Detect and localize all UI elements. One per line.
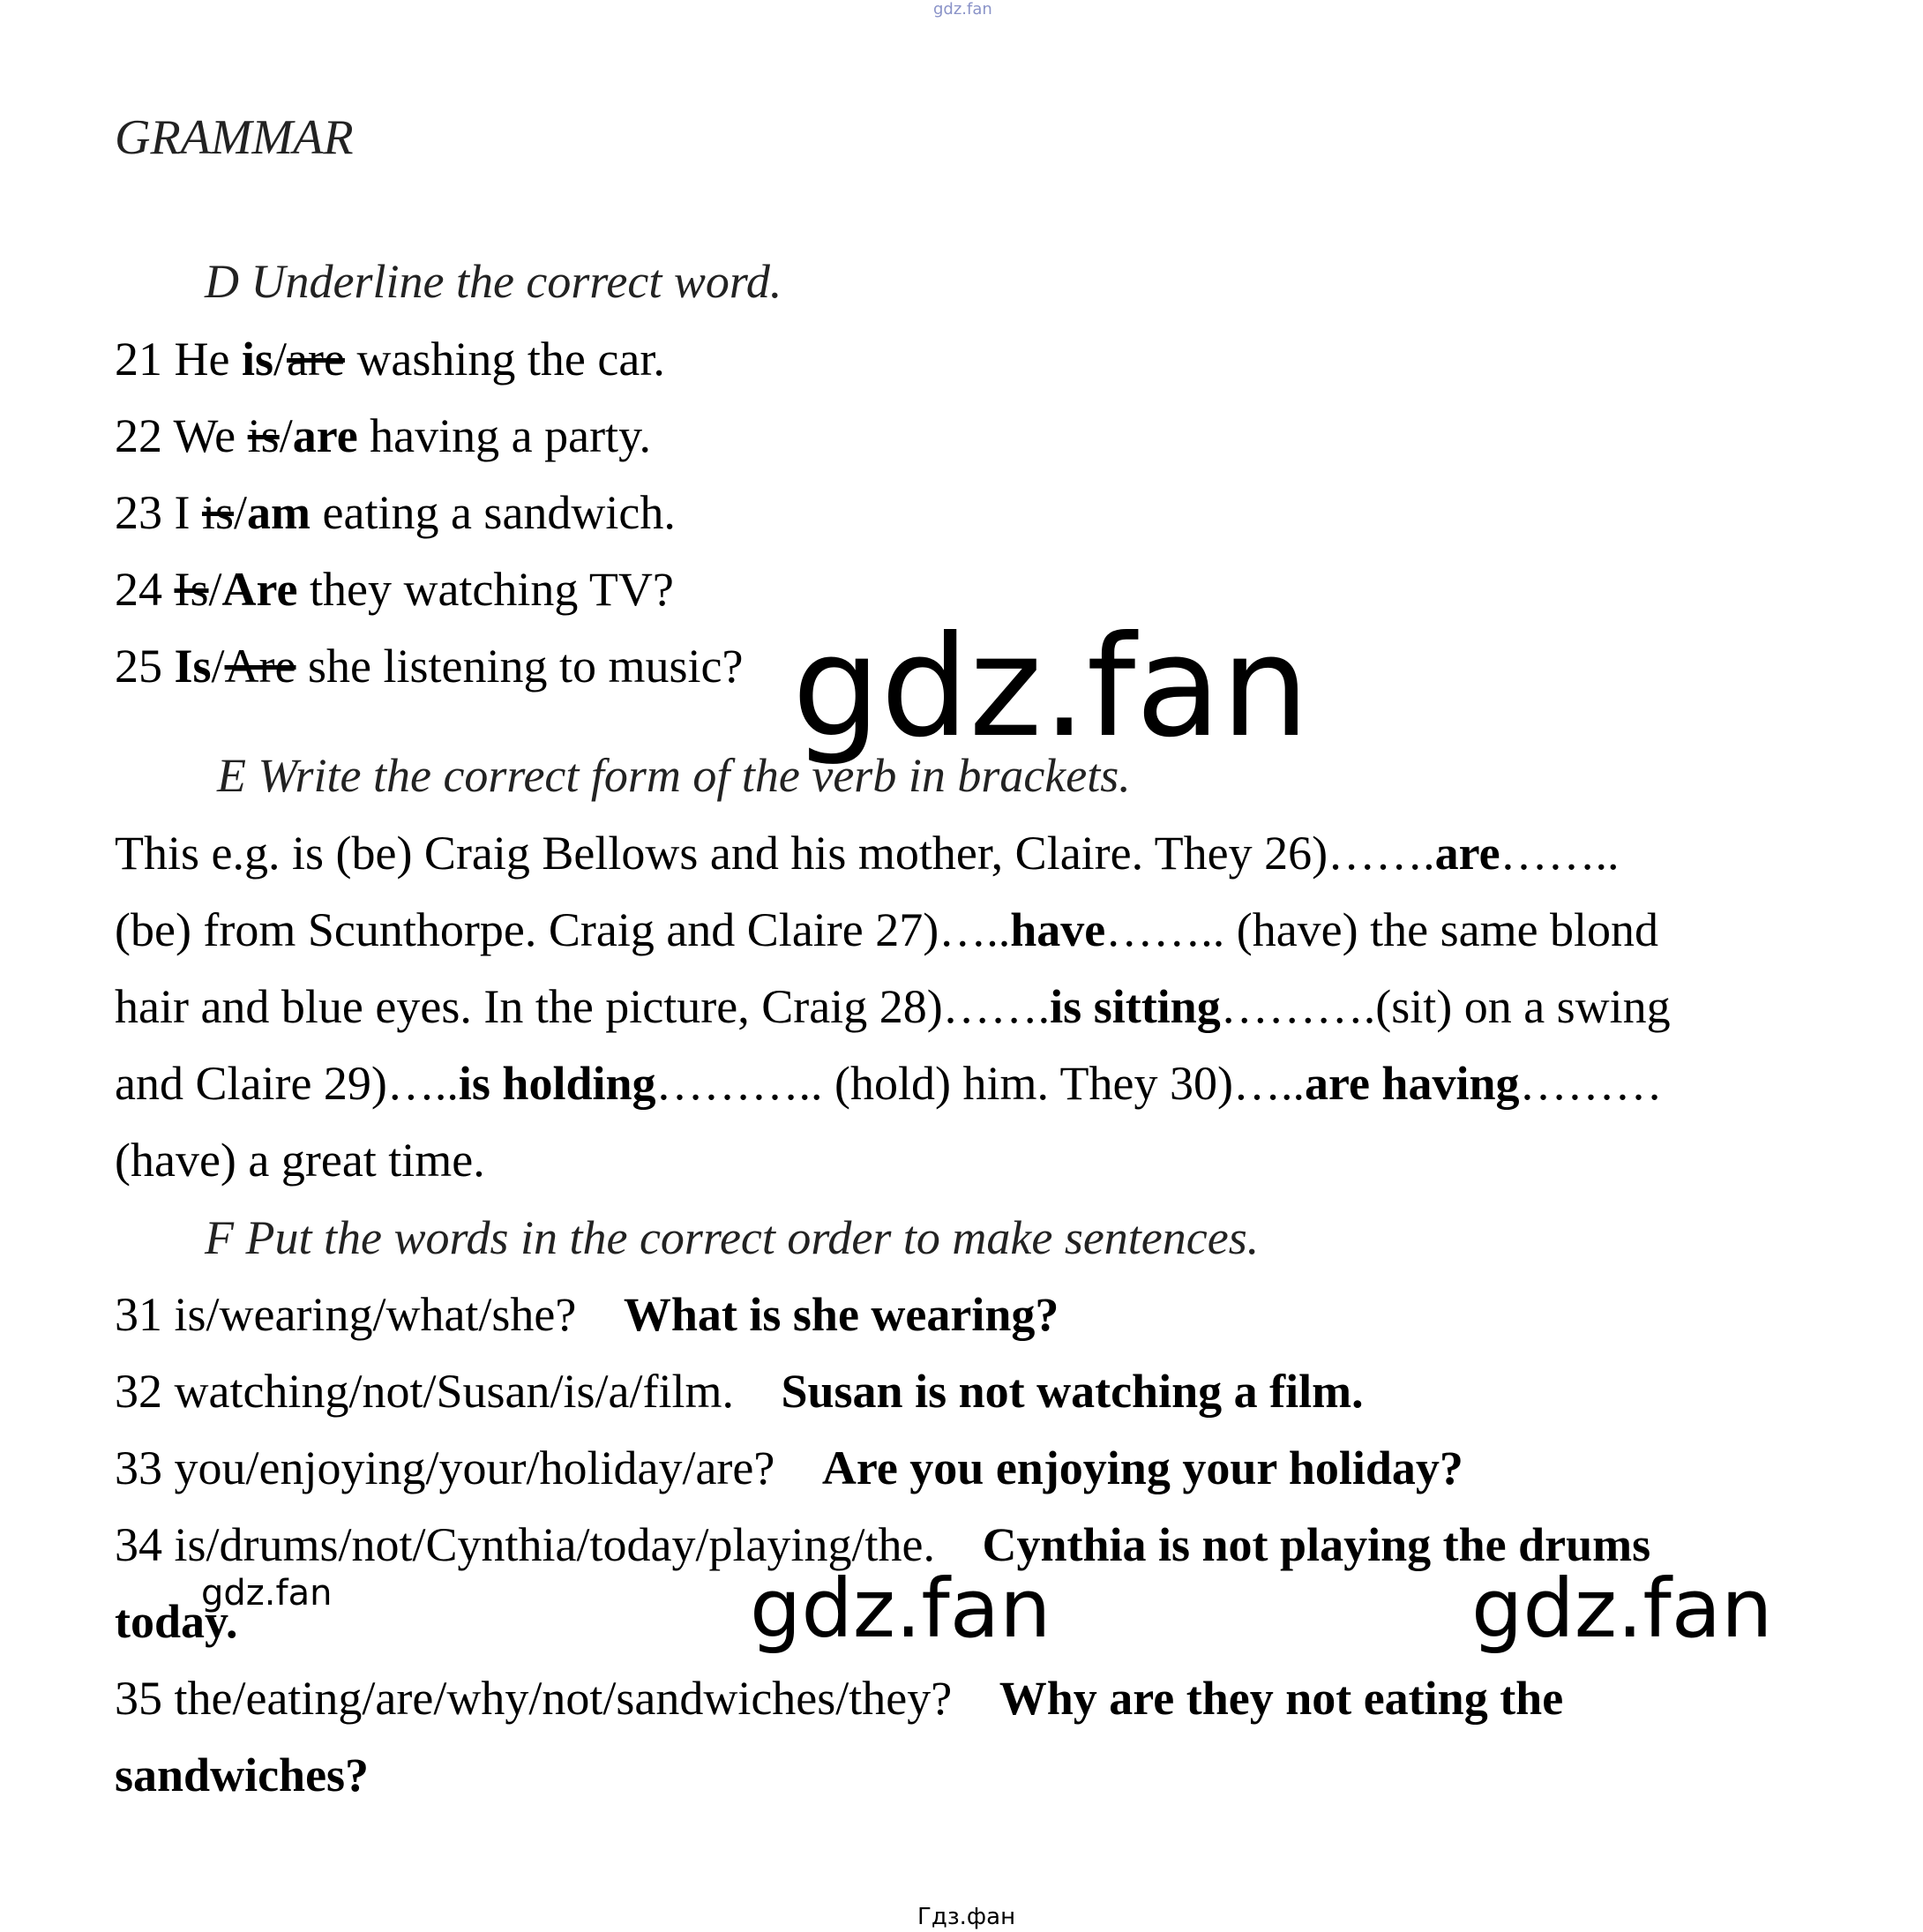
text-run: ………	[1519, 1057, 1663, 1110]
answer-sentence-end: sandwiches?	[115, 1749, 370, 1801]
text-run: ……..	[1500, 827, 1620, 880]
exercise-item-25	[115, 640, 744, 693]
exercise-item-23	[115, 486, 676, 539]
watermark-small: gdz.fan	[201, 1573, 333, 1614]
exercise-item-22	[115, 409, 652, 462]
scrambled-words: 33 you/enjoying/your/holiday/are?	[115, 1442, 775, 1494]
watermark-large: gdz.fan	[792, 606, 1310, 768]
page-heading: GRAMMAR	[115, 110, 354, 165]
section-d-instruction: D Underline the correct word.	[205, 255, 782, 308]
answer-26: are	[1434, 827, 1500, 880]
answer-29: is holding	[458, 1057, 656, 1110]
option-separator: /	[279, 409, 293, 462]
exercise-item-32	[115, 1365, 1364, 1418]
item-post: having a party.	[370, 409, 652, 462]
answer-sentence: Cynthia is not playing the drums	[982, 1518, 1651, 1571]
text-run: (be) from Scunthorpe. Craig and Claire 27)…..	[115, 903, 1011, 956]
item-pre: He	[174, 333, 230, 386]
section-f-instruction: F Put the words in the correct order to make sentences.	[205, 1211, 1260, 1264]
section-e-instruction: E Write the correct form of the verb in brackets.	[217, 749, 1131, 802]
text-run: This e.g. is (be) Craig Bellows and his mother, Claire. They 26)…….	[115, 827, 1435, 880]
text-run: ……….. (hold) him. They 30)…..	[655, 1057, 1305, 1110]
item-pre: We	[173, 409, 236, 462]
text-run: hair and blue eyes. In the picture, Craig 28)…….	[115, 980, 1051, 1033]
correct-option: Are	[221, 563, 298, 616]
text-run: ……….(sit) on a swing	[1220, 980, 1671, 1033]
watermark-mid-right: gdz.fan	[1471, 1561, 1773, 1656]
scrambled-words: 32 watching/not/Susan/is/a/film.	[115, 1365, 734, 1418]
exercise-item-24	[115, 563, 674, 616]
exercise-item-35	[115, 1672, 1564, 1725]
item-post: washing the car.	[356, 333, 665, 386]
option-separator: /	[273, 333, 288, 386]
crossed-option: are	[287, 333, 345, 386]
exercise-item-33	[115, 1444, 1463, 1492]
option-separator: /	[234, 486, 248, 539]
scrambled-words: 35 the/eating/are/why/not/sandwiches/they?	[115, 1672, 953, 1725]
crossed-option: is	[201, 486, 235, 539]
paragraph-line	[115, 827, 1620, 880]
correct-option: is	[241, 333, 273, 386]
paragraph-line	[115, 903, 1659, 956]
answer-sentence-end: today.	[115, 1595, 238, 1648]
scrambled-words: 34 is/drums/not/Cynthia/today/playing/the.	[115, 1518, 935, 1571]
answer-sentence: What is she wearing?	[623, 1288, 1059, 1341]
correct-option: are	[292, 409, 358, 462]
correct-option: Is	[174, 640, 212, 693]
crossed-option: Is	[174, 563, 209, 616]
item-number: 23	[115, 486, 162, 539]
crossed-option: is	[247, 409, 280, 462]
paragraph-line	[115, 1057, 1663, 1110]
crossed-option: Are	[224, 640, 296, 693]
exercise-item-31	[115, 1288, 1059, 1341]
answer-28: is sitting	[1050, 980, 1221, 1033]
paragraph-line	[115, 980, 1671, 1033]
answer-27: have	[1010, 903, 1106, 956]
scrambled-words: 31 is/wearing/what/she?	[115, 1288, 577, 1341]
answer-sentence: Why are they not eating the	[999, 1672, 1564, 1725]
watermark-mid-left: gdz.fan	[750, 1561, 1051, 1656]
footer-watermark: Гдз.фан	[917, 1904, 1016, 1930]
item-number: 25	[115, 640, 162, 693]
answer-30: are having	[1304, 1057, 1520, 1110]
text-run: …….. (have) the same blond	[1105, 903, 1659, 956]
answer-continuation	[115, 1751, 369, 1799]
correct-option: am	[247, 486, 311, 539]
option-separator: /	[211, 640, 225, 693]
item-number: 24	[115, 563, 162, 616]
paragraph-line	[115, 1134, 485, 1187]
item-number: 21	[115, 333, 162, 386]
answer-sentence: Susan is not watching a film.	[781, 1365, 1364, 1418]
exercise-item-21	[115, 333, 665, 386]
text-run: (have) a great time.	[115, 1134, 485, 1187]
option-separator: /	[208, 563, 222, 616]
item-post: she listening to music?	[308, 640, 744, 693]
text-run: and Claire 29)…..	[115, 1057, 459, 1110]
answer-sentence: Are you enjoying your holiday?	[821, 1442, 1463, 1494]
item-pre: I	[174, 486, 191, 539]
item-post: they watching TV?	[309, 563, 674, 616]
item-number: 22	[115, 409, 162, 462]
watermark-top: gdz.fan	[933, 0, 992, 19]
item-post: eating a sandwich.	[322, 486, 676, 539]
